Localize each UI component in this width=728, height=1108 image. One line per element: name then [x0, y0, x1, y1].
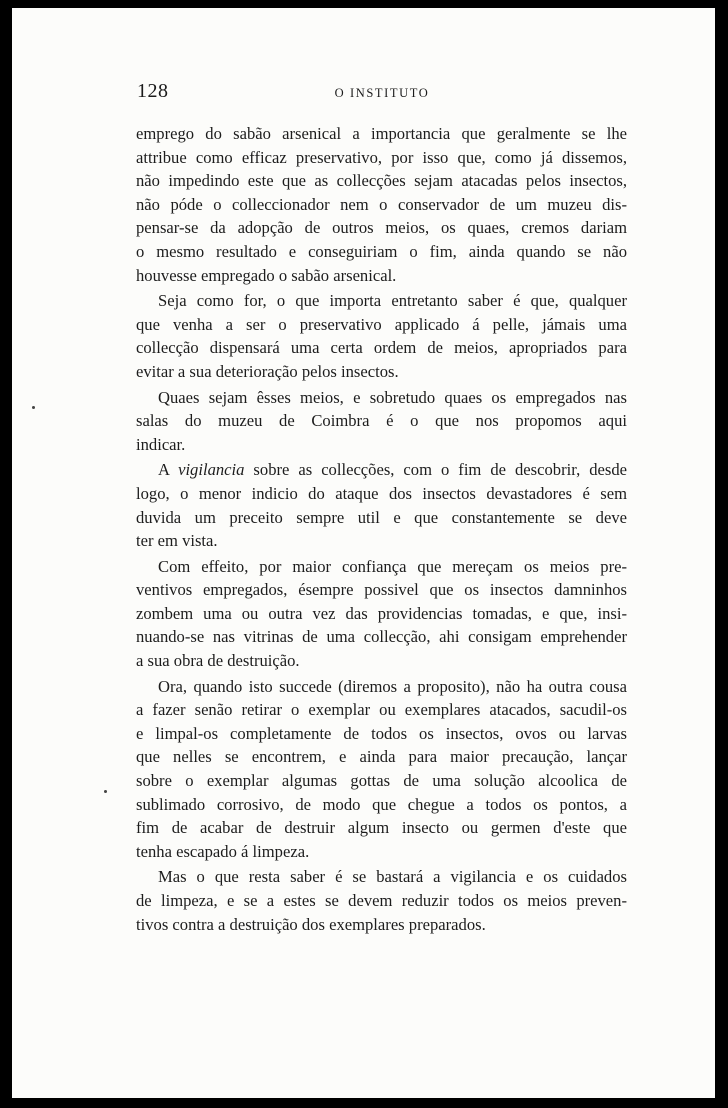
text-line: sublimado corrosivo, de modo que chegue a todos os pontos, a [136, 794, 627, 814]
text-line: ventivos empregados, ésempre possivel que os insectos damninhos [136, 580, 627, 600]
margin-speck [104, 790, 107, 793]
text-line: salas do muzeu de Coimbra é o que nos propomos aqui [136, 411, 627, 431]
paragraph [136, 458, 627, 552]
paragraph [136, 122, 627, 287]
margin-speck [32, 406, 35, 409]
text-line: a sua obra de destruição. [136, 651, 300, 671]
text-line: e limpal-os completamente de todos os insectos, ovos ou larvas [136, 723, 627, 743]
text-line: que nelles se encontrem, e ainda para maior precaução, lançar [136, 747, 627, 767]
text-line: zombem uma ou outra vez das providencias tomadas, e que, insi- [136, 603, 627, 623]
paragraph [136, 865, 627, 936]
text-line: Ora, quando isto succede (diremos a proposito), não ha outra cousa [158, 676, 627, 696]
text-line: houvesse empregado o sabão arsenical. [136, 265, 397, 285]
page-header [137, 80, 627, 110]
text-line: collecção dispensará uma certa ordem de meios, apropriados para [136, 338, 627, 358]
text-line: indicar. [136, 434, 186, 454]
text-line: Mas o que resta saber é se bastará a vigilancia e os cuidados [158, 867, 627, 887]
emphasis-word: vigilancia [178, 460, 245, 480]
text-line: Com effeito, por maior confiança que mereçam os meios pre- [158, 556, 627, 576]
body-text [136, 122, 627, 938]
text-line: Seja como for, o que importa entretanto saber é que, qualquer [158, 291, 627, 311]
text-line: fim de acabar de destruir algum insecto ou germen d'este que [136, 818, 627, 838]
text-line: A vigilancia sobre as collecções, com o fim de descobrir, desde [158, 460, 627, 480]
text-line: de limpeza, e se a estes se devem reduzir todos os meios preven- [136, 891, 627, 910]
text-line: nuando-se nas vitrinas de uma collecção, ahi consigam emprehender [136, 627, 627, 647]
text-line: tenha escapado á limpeza. [136, 841, 310, 861]
text-line: logo, o menor indicio do ataque dos insectos devastadores é sem [136, 483, 627, 503]
paragraph [136, 386, 627, 457]
text-line: sobre o exemplar algumas gottas de uma solução alcoolica de [136, 771, 627, 791]
text-line: pensar-se da adopção de outros meios, os quaes, cremos dariam [136, 218, 627, 238]
text-line: emprego do sabão arsenical a importancia que geralmente se lhe [136, 124, 627, 143]
paragraph [136, 675, 627, 864]
paragraph [136, 289, 627, 383]
text-line: duvida um preceito sempre util e que constantemente se deve [136, 507, 627, 527]
text-line: attribue como efficaz preservativo, por isso que, como já dissemos, [136, 147, 627, 167]
text-line: ter em vista. [136, 531, 218, 551]
text-line: não impedindo este que as collecções sejam atacadas pelos insectos, [136, 171, 627, 191]
text-line: evitar a sua deterioração pelos insectos. [136, 361, 399, 381]
paragraph [136, 555, 627, 673]
text-line: Quaes sejam êsses meios, e sobretudo quaes os empregados nas [158, 387, 627, 407]
page-number: 128 [137, 80, 169, 102]
text-line: tivos contra a destruição dos exemplares preparados. [136, 914, 486, 934]
running-title: O INSTITUTO [334, 86, 430, 100]
text-line: a fazer senão retirar o exemplar ou exemplares atacados, sacudil-os [136, 700, 627, 720]
text-line: não póde o colleccionador nem o conservador de um muzeu dis- [136, 194, 627, 214]
text-line: o mesmo resultado e conseguiriam o fim, ainda quando se não [136, 241, 627, 261]
text-line: que venha a ser o preservativo applicado á pelle, jámais uma [136, 314, 627, 334]
